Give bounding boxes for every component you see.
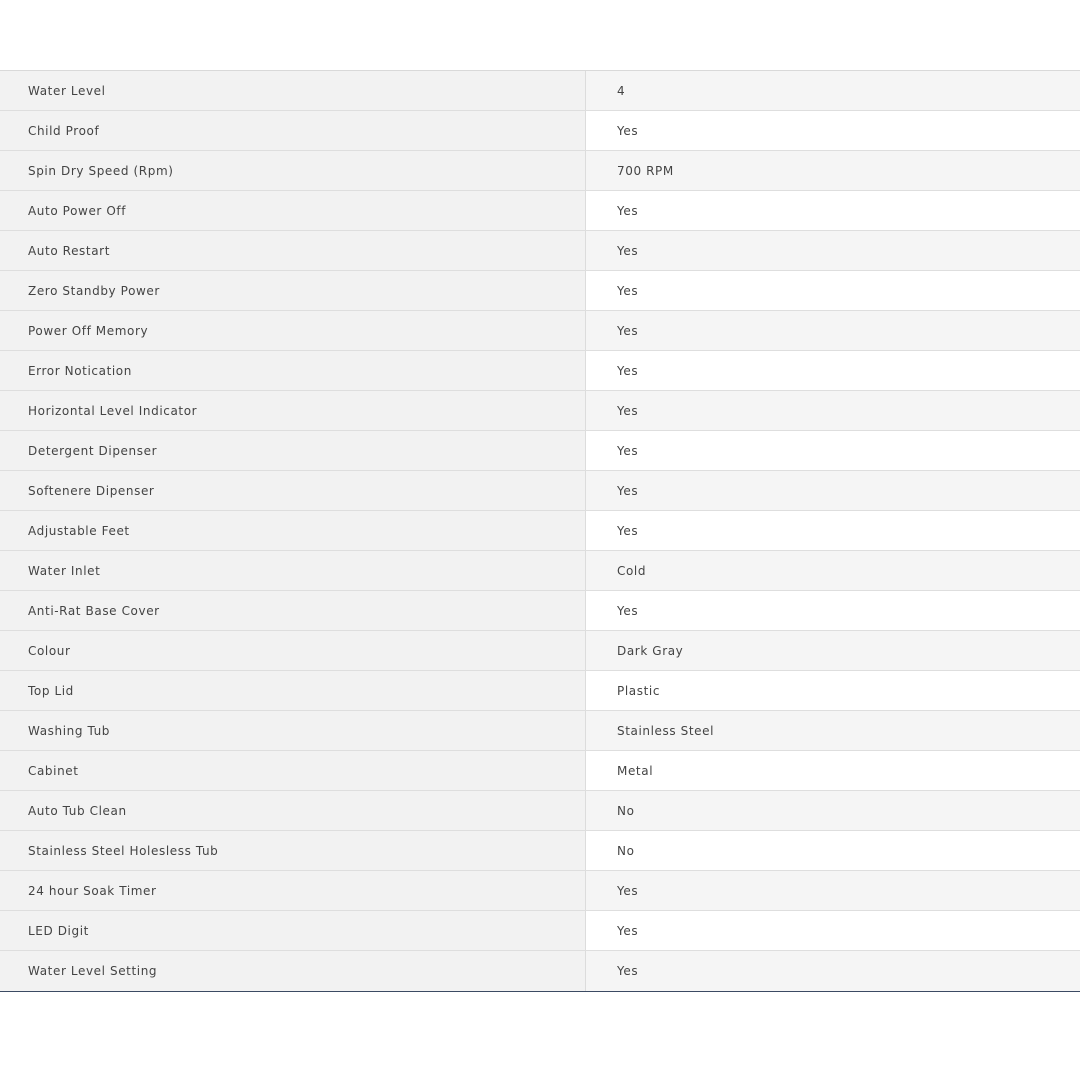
spec-label: LED Digit	[0, 911, 586, 950]
spec-value: Cold	[586, 551, 1080, 590]
spec-label: Softenere Dipenser	[0, 471, 586, 510]
table-row	[0, 751, 1080, 791]
spec-label: Error Notication	[0, 351, 586, 390]
table-row	[0, 591, 1080, 631]
spec-value: Yes	[617, 283, 639, 298]
spec-label: Spin Dry Speed (Rpm)	[0, 151, 586, 190]
table-row	[0, 151, 1080, 191]
spec-value: 4	[586, 71, 1080, 110]
spec-value: Plastic	[617, 683, 661, 698]
table-row	[0, 631, 1080, 671]
table-row	[0, 951, 1080, 991]
spec-label: Water Level	[0, 71, 586, 110]
table-row	[0, 431, 1080, 471]
spec-label: Stainless Steel Holesless Tub	[0, 831, 586, 870]
spec-label: Adjustable Feet	[0, 511, 586, 550]
spec-label: Water Level Setting	[0, 951, 586, 991]
table-row	[0, 671, 1080, 711]
spec-label: Auto Restart	[0, 231, 586, 270]
spec-value: Metal	[617, 763, 654, 778]
specifications-table	[0, 70, 1080, 992]
table-row	[0, 391, 1080, 431]
table-row	[0, 191, 1080, 231]
spec-value: Yes	[617, 603, 639, 618]
spec-label: Colour	[0, 631, 586, 670]
table-row	[0, 551, 1080, 591]
spec-value: Yes	[586, 231, 1080, 270]
spec-label: 24 hour Soak Timer	[0, 871, 586, 910]
table-row	[0, 231, 1080, 271]
spec-label: Top Lid	[0, 671, 586, 710]
spec-value: Yes	[617, 203, 639, 218]
spec-label: Horizontal Level Indicator	[0, 391, 586, 430]
table-row	[0, 351, 1080, 391]
spec-value: No	[617, 843, 635, 858]
spec-label: Water Inlet	[0, 551, 586, 590]
spec-label: Anti-Rat Base Cover	[0, 591, 586, 630]
spec-value: Dark Gray	[586, 631, 1080, 670]
spec-value: Yes	[617, 443, 639, 458]
table-row	[0, 871, 1080, 911]
table-row	[0, 471, 1080, 511]
table-row	[0, 271, 1080, 311]
spec-value: Yes	[617, 363, 639, 378]
table-row	[0, 511, 1080, 551]
spec-label: Detergent Dipenser	[0, 431, 586, 470]
spec-label: Auto Tub Clean	[0, 791, 586, 830]
spec-value: Yes	[586, 471, 1080, 510]
spec-label: Auto Power Off	[0, 191, 586, 230]
table-row	[0, 791, 1080, 831]
spec-label: Zero Standby Power	[0, 271, 586, 310]
spec-label: Power Off Memory	[0, 311, 586, 350]
table-row	[0, 111, 1080, 151]
spec-value: Yes	[586, 391, 1080, 430]
spec-value: Yes	[586, 311, 1080, 350]
spec-value: 700 RPM	[586, 151, 1080, 190]
table-row	[0, 711, 1080, 751]
spec-label: Washing Tub	[0, 711, 586, 750]
spec-value: Stainless Steel	[586, 711, 1080, 750]
spec-value: Yes	[586, 871, 1080, 910]
spec-label: Child Proof	[0, 111, 586, 150]
table-row	[0, 911, 1080, 951]
table-row	[0, 311, 1080, 351]
table-row	[0, 71, 1080, 111]
spec-label: Cabinet	[0, 751, 586, 790]
table-row	[0, 831, 1080, 871]
spec-value: Yes	[586, 951, 1080, 991]
spec-value: Yes	[617, 123, 639, 138]
spec-value: No	[586, 791, 1080, 830]
spec-value: Yes	[617, 523, 639, 538]
spec-value: Yes	[617, 923, 639, 938]
